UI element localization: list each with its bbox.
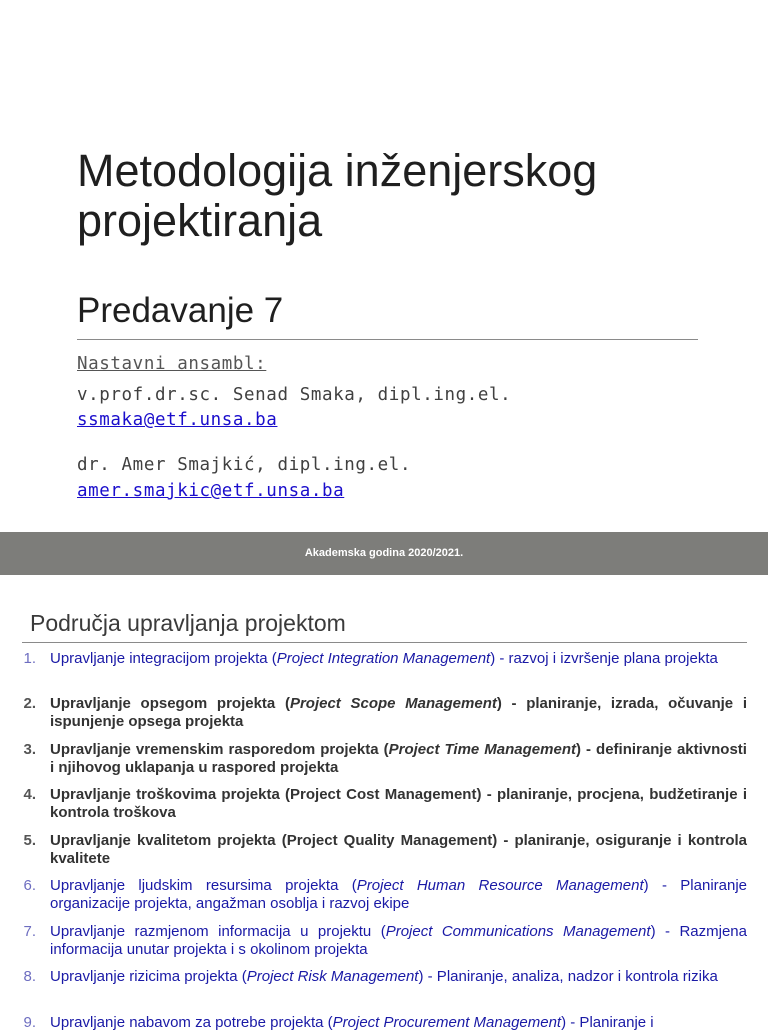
item-text: Upravljanje rizicima projekta (Project Risk Management) - Planiranje, analiza, nadzor i kontrola rizika [50, 968, 718, 985]
teaching-team-label: Nastavni ansambl: [77, 354, 267, 374]
member-2-name: dr. Amer Smajkić, dipl.ing.el. [77, 455, 412, 475]
item-text: Upravljanje opsegom projekta (Project Scope Management) - planiranje, izrada, očuvanje i ispunjenje opsega projekta [50, 695, 747, 730]
item-number: 8. [23, 968, 36, 985]
presentation-title: Metodologija inženjerskog projektiranja [77, 145, 598, 246]
content-slide [0, 575, 768, 1031]
member-2-email-link[interactable]: amer.smajkic@etf.unsa.ba [77, 481, 345, 501]
item-text: Upravljanje ljudskim resursima projekta (Project Human Resource Management) - Planiranje organizacije projekta, angažman osoblja i razvoj ekipe [50, 877, 748, 912]
lecture-subtitle: Predavanje 7 [77, 291, 284, 330]
item-text: Upravljanje troškovima projekta (Project Cost Management) - planiranje, procjena, budžetiranje i kontrola troškova [50, 786, 747, 821]
item-number: 2. [23, 695, 36, 712]
item-number: 1. [23, 650, 36, 667]
item-number: 5. [23, 832, 36, 849]
title-divider [77, 339, 698, 340]
item-number: 7. [23, 923, 36, 940]
item-text: Upravljanje vremenskim rasporedom projekta (Project Time Management) - definiranje aktivnosti i njihovog uklapanja u raspored projekta [50, 741, 747, 776]
slide-title: Područja upravljanja projektom [30, 610, 346, 636]
item-number: 6. [23, 877, 36, 894]
item-number: 9. [23, 1014, 36, 1031]
item-text: Upravljanje kvalitetom projekta (Project Quality Management) - planiranje, osiguranje i kontrola kvalitete [50, 832, 747, 867]
academic-year-footer: Akademska godina 2020/2021. [304, 547, 464, 559]
item-text: Upravljanje razmjenom informacija u projektu (Project Communications Management) - Razmjena informacija unutar projekta i s okolinom projekta [50, 923, 747, 958]
member-1-name: v.prof.dr.sc. Senad Smaka, dipl.ing.el. [77, 385, 512, 405]
slide-title-divider [22, 642, 747, 643]
footer-band [0, 532, 768, 575]
item-number: 4. [23, 786, 36, 803]
item-number: 3. [23, 741, 36, 758]
member-1-email-link[interactable]: ssmaka@etf.unsa.ba [77, 410, 278, 430]
item-text: Upravljanje nabavom za potrebe projekta (Project Procurement Management) - Planiranje i [50, 1014, 654, 1031]
item-text: Upravljanje integracijom projekta (Project Integration Management) - razvoj i izvršenje plana projekta [50, 650, 718, 667]
